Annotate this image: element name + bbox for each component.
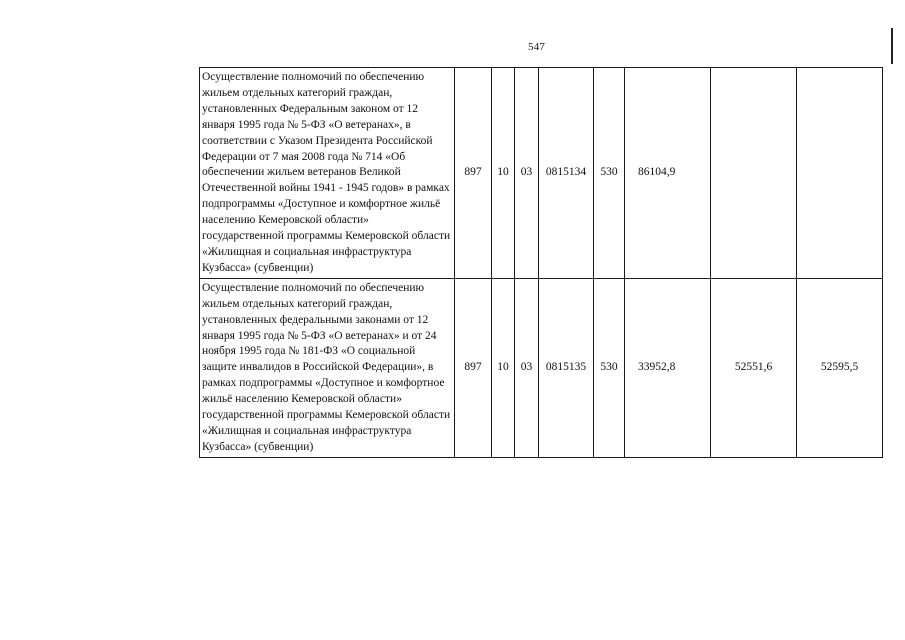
amount-year-2: [711, 68, 797, 279]
expense-type-code: 530: [594, 278, 625, 457]
row-description: Осуществление полномочий по обеспечению жильем отдельных категорий граждан, установленных Федеральным законом от 12 января 1995 года № 5-ФЗ «О ветеранах», в соответствии с Указом Президента Российской Федерации от 7 мая 2008 года № 714 «Об обеспечении жильем ветеранов Великой Отечественной войны 1941 - 1945 годов» в рамках подпрограммы «Доступное и комфортное жильё населению Кемеровской области» государственной программы Кемеровской области «Жилищная и социальная инфраструктура Кузбасса» (субвенции): [200, 68, 455, 279]
subsection-code: 03: [515, 278, 539, 457]
section-code: 10: [492, 278, 515, 457]
row-description: Осуществление полномочий по обеспечению жильем отдельных категорий граждан, установленных федеральными законами от 12 января 1995 года № 5-ФЗ «О ветеранах» и от 24 ноября 1995 года № 181-ФЗ «О социальной защите инвалидов в Российской Федерации», в рамках подпрограммы «Доступное и комфортное жильё населению Кемеровской области» государственной программы Кемеровской области «Жилищная и социальная инфраструктура Кузбасса» (субвенции): [200, 278, 455, 457]
target-article-code: 0815135: [539, 278, 594, 457]
ministry-code: 897: [455, 68, 492, 279]
ministry-code: 897: [455, 278, 492, 457]
amount-year-3: [797, 68, 883, 279]
amount-year-1: 33952,8: [625, 278, 711, 457]
page-number: 547: [528, 41, 546, 53]
table-row: [200, 278, 883, 457]
subsection-code: 03: [515, 68, 539, 279]
target-article-code: 0815134: [539, 68, 594, 279]
amount-year-2: 52551,6: [711, 278, 797, 457]
scan-edge-mark: [891, 28, 893, 64]
table-row: [200, 68, 883, 279]
amount-year-3: 52595,5: [797, 278, 883, 457]
budget-table: [199, 67, 883, 458]
expense-type-code: 530: [594, 68, 625, 279]
section-code: 10: [492, 68, 515, 279]
amount-year-1: 86104,9: [625, 68, 711, 279]
